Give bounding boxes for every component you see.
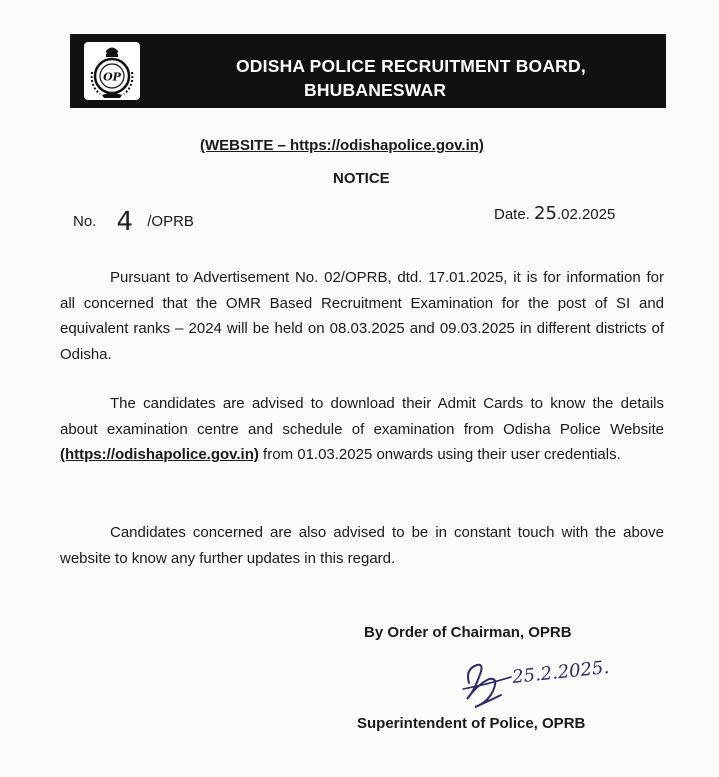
- paragraph-admit-cards-text: The candidates are advised to download their Admit Cards to know the details about examination centre and schedule of examination from Odisha Police Website: [60, 395, 664, 438]
- reference-number-handwritten: 4: [116, 207, 134, 237]
- police-emblem-icon: [84, 42, 140, 100]
- reference-label: No.: [73, 213, 97, 230]
- letterhead-banner: [70, 34, 666, 108]
- date-rest: .02.2025: [556, 206, 616, 223]
- paragraph-updates: Candidates concerned are also advised to be in constant touch with the above website to know any further updates in this regard.: [60, 524, 664, 567]
- page-title: NOTICE: [333, 170, 390, 187]
- notice-date: [494, 203, 615, 224]
- paragraph-admit-cards-text-end: from 01.03.2025 onwards using their user credentials.: [258, 446, 621, 463]
- website-link[interactable]: (WEBSITE – https://odishapolice.gov.in): [200, 137, 484, 154]
- odisha-police-website-link[interactable]: (https://odishapolice.gov.in): [60, 446, 259, 463]
- date-day-handwritten: 25: [534, 203, 557, 224]
- reference-number: [73, 203, 194, 237]
- order-line: By Order of Chairman, OPRB: [364, 624, 572, 641]
- organization-name: [236, 54, 586, 102]
- paragraph-admit-cards: [60, 391, 664, 468]
- signature-date: 25.2.2025.: [511, 656, 611, 689]
- organization-name-line2: BHUBANESWAR: [304, 80, 447, 100]
- signatory-designation: Superintendent of Police, OPRB: [357, 715, 586, 732]
- organization-name-line1: ODISHA POLICE RECRUITMENT BOARD,: [236, 56, 586, 76]
- logo-monogram: OP: [103, 70, 121, 84]
- date-label: Date.: [494, 206, 530, 223]
- paragraph-exam-schedule: Pursuant to Advertisement No. 02/OPRB, dtd. 17.01.2025, it is for information for all concerned that the OMR Based Recruitment Examination for the post of SI and equivalent ranks – 2024 will be held on 08.03.2025 and 09.03.2025 in different districts of Odisha.: [60, 269, 664, 363]
- reference-suffix: /OPRB: [147, 213, 194, 230]
